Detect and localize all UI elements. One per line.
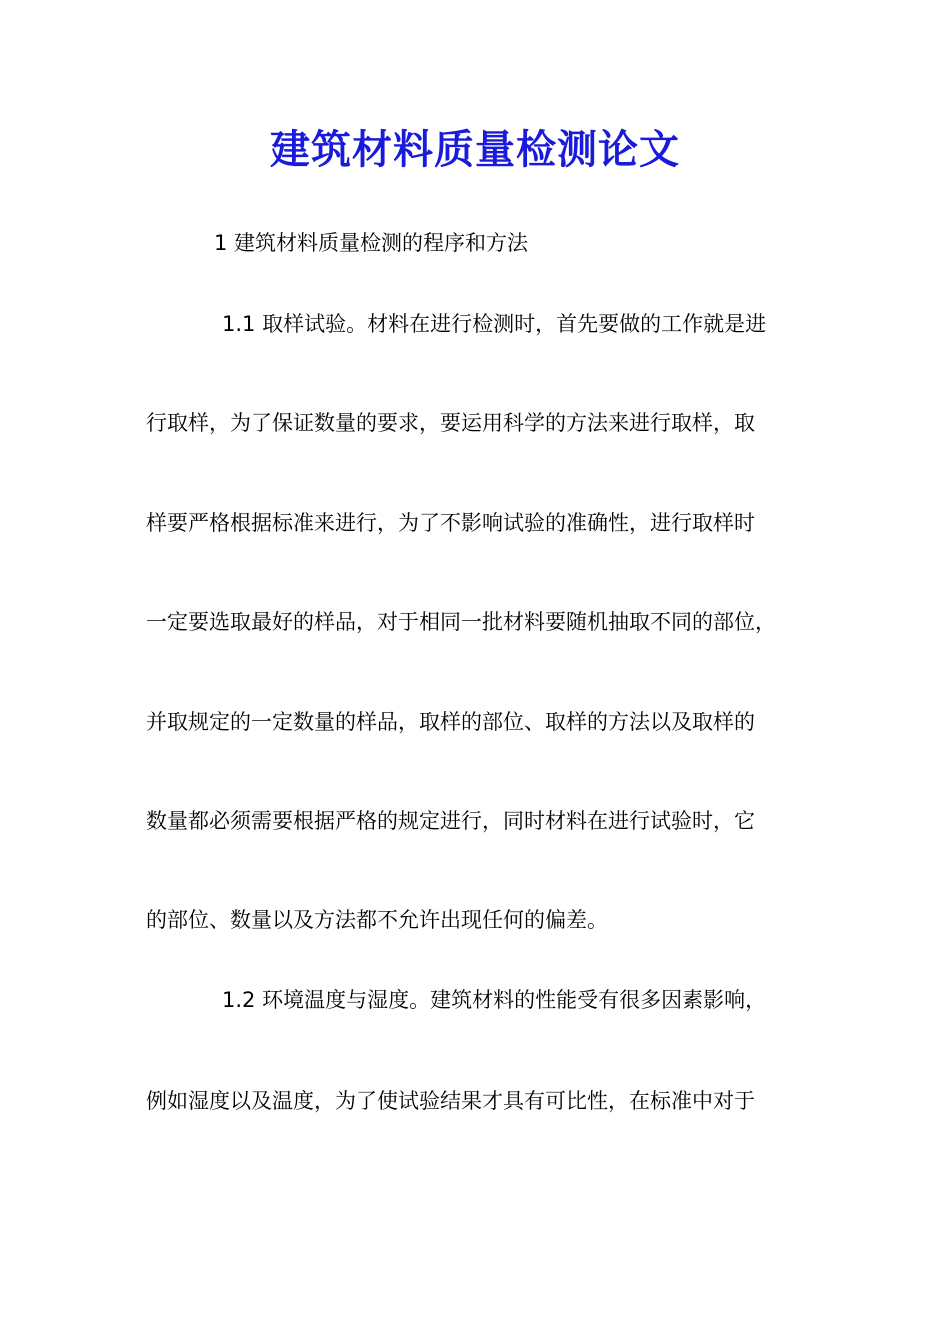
paragraph-1-line: 行取样，为了保证数量的要求，要运用科学的方法来进行取样，取 <box>146 411 755 435</box>
paragraph-1-line: 样要严格根据标准来进行，为了不影响试验的准确性，进行取样时 <box>146 511 755 535</box>
document-title: 建筑材料质量检测论文 <box>270 126 680 173</box>
paragraph-1-line: 数量都必须需要根据严格的规定进行，同时材料在进行试验时，它 <box>146 809 755 833</box>
paragraph-1-line: 并取规定的一定数量的样品，取样的部位、取样的方法以及取样的 <box>146 710 755 734</box>
paragraph-1-line: 一定要选取最好的样品，对于相同一批材料要随机抽取不同的部位， <box>146 610 776 634</box>
section-heading: 1 建筑材料质量检测的程序和方法 <box>214 231 529 255</box>
paragraph-1-line: 1.1 取样试验。材料在进行检测时，首先要做的工作就是进 <box>222 312 767 336</box>
paragraph-1-line: 的部位、数量以及方法都不允许出现任何的偏差。 <box>146 908 608 932</box>
paragraph-2-line: 例如湿度以及温度，为了使试验结果才具有可比性，在标准中对于 <box>146 1089 755 1113</box>
paragraph-2-line: 1.2 环境温度与湿度。建筑材料的性能受有很多因素影响， <box>222 988 767 1012</box>
